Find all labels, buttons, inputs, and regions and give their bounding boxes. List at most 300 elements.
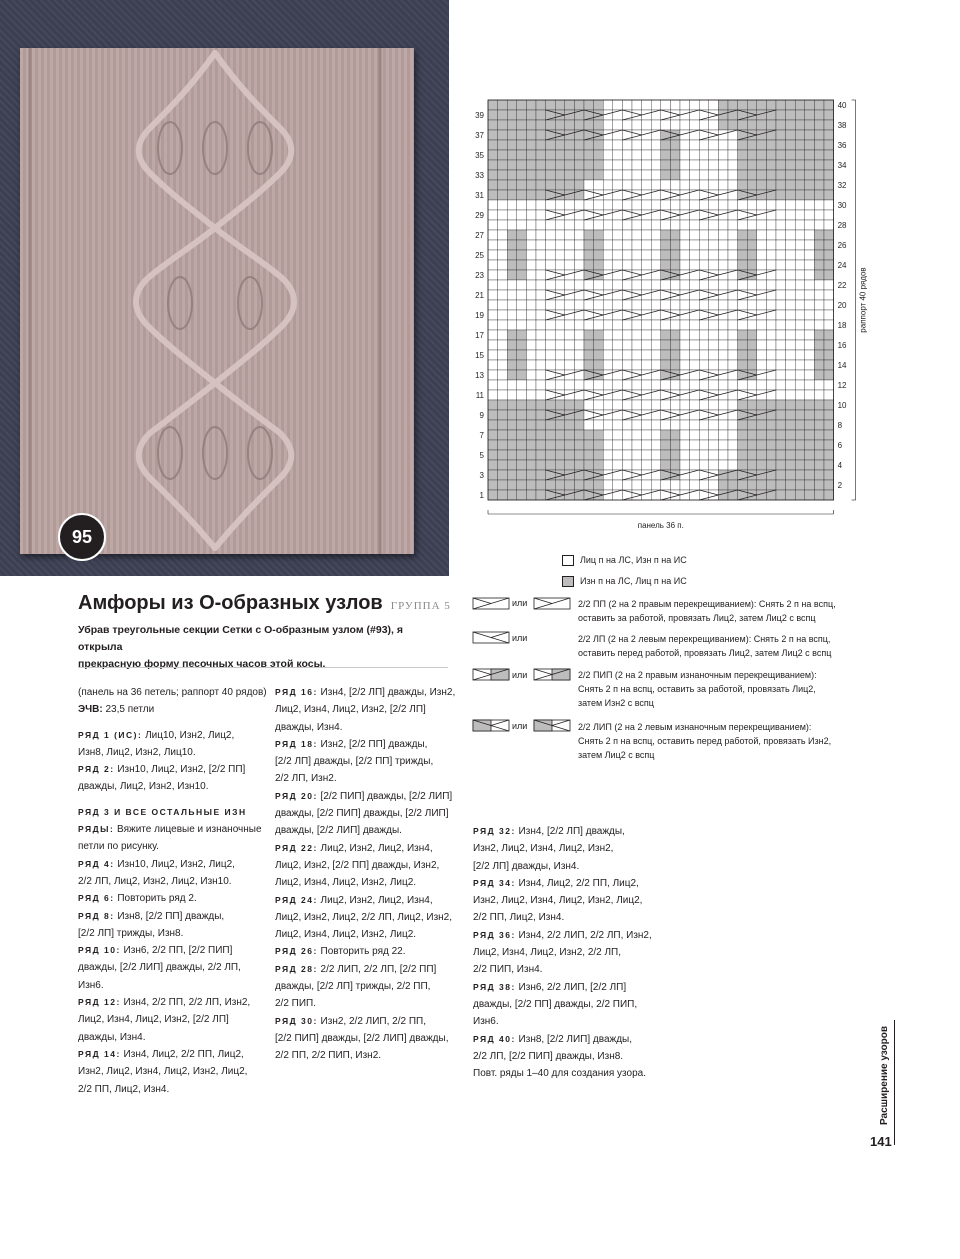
chart-cell: [517, 270, 527, 280]
chart-cell: [555, 190, 565, 200]
chart-cell: [699, 340, 709, 350]
chart-cell: [498, 100, 508, 110]
chart-cell: [766, 260, 776, 270]
chart-cell: [728, 320, 738, 330]
chart-cell: [814, 140, 824, 150]
chart-cell: [622, 330, 632, 340]
chart-cell: [632, 400, 642, 410]
chart-cell: [565, 160, 575, 170]
row-22: РЯД 22: Лиц2, Изн2, Лиц2, Изн4,: [275, 842, 433, 854]
row-28: РЯД 28: 2/2 ЛИП, 2/2 ЛП, [2/2 ПП]: [275, 963, 437, 975]
chart-cell: [805, 260, 815, 270]
chart-cell: [594, 190, 604, 200]
chart-cell: [642, 330, 652, 340]
chart-cell: [555, 330, 565, 340]
chart-cell: [670, 170, 680, 180]
chart-cell: [709, 180, 719, 190]
chart-cell: [507, 150, 517, 160]
row-number-right: 4: [837, 461, 843, 470]
chart-cell: [661, 330, 671, 340]
chart-cell: [824, 250, 834, 260]
chart-cell: [718, 110, 728, 120]
chart-cell: [622, 150, 632, 160]
chart-cell: [517, 150, 527, 160]
chart-cell: [747, 490, 757, 500]
chart-cell: [747, 400, 757, 410]
chart-cell: [738, 380, 748, 390]
chart-cell: [680, 290, 690, 300]
chart-cell: [670, 110, 680, 120]
chart-cell: [488, 470, 498, 480]
chart-cell: [814, 110, 824, 120]
chart-cell: [690, 330, 700, 340]
chart-cell: [786, 490, 796, 500]
chart-cell: [786, 400, 796, 410]
chart-cell: [594, 170, 604, 180]
chart-cell: [594, 140, 604, 150]
chart-cell: [546, 240, 556, 250]
chart-cell: [507, 140, 517, 150]
chart-cell: [632, 230, 642, 240]
chart-cell: [776, 340, 786, 350]
chart-cell: [709, 460, 719, 470]
chart-cell: [766, 100, 776, 110]
chart-cell: [536, 420, 546, 430]
chart-cell: [546, 160, 556, 170]
chart-cell: [709, 320, 719, 330]
chart-cell: [814, 400, 824, 410]
chart-cell: [594, 470, 604, 480]
chart-cell: [632, 130, 642, 140]
chart-cell: [709, 410, 719, 420]
chart-cell: [757, 110, 767, 120]
chart-cell: [574, 360, 584, 370]
instructions-col-3: РЯД 32: Изн4, [2/2 ЛП] дважды, Изн2, Лиц2, Изн4, Лиц2, Изн2, [2/2 ЛП] дважды, Изн4. РЯД 34: Изн4, Лиц2, 2/2 ПП, Лиц2, Изн2, Лиц2, Изн4, Лиц2, Изн2, Лиц2, 2/2 ПП, Лиц2, Изн4. РЯД 36: Изн4, 2/2 ЛИП, 2/2 ЛП, Изн2, Лиц2, Изн4, Лиц2, Изн2, 2/2 ЛП, 2/2 ПИП, Изн4. РЯД 38: Изн6, 2/2 ЛИП, [2/2 ЛП] дважды, [2/2 ПП] дважды, 2/2 ПИП, Изн6. РЯД 40: Изн8, [2/2 ЛИП] дважды, 2/2 ЛП, [2/2 ПИП] дважды, Изн8. Повт. ряды 1–40 для создания узора.: [473, 823, 673, 1082]
chart-cell: [757, 290, 767, 300]
chart-cell: [814, 290, 824, 300]
chart-cell: [786, 280, 796, 290]
chart-cell: [795, 110, 805, 120]
legend-c2: 2/2 ЛП (2 на 2 левым перекрещиванием): Снять 2 п на вспц, оставить перед работой, провязать Лиц2, затем Лиц2 с вспц: [578, 634, 832, 658]
or-label: или: [512, 670, 528, 680]
chart-cell: [709, 190, 719, 200]
chart-cell: [517, 430, 527, 440]
chart-cell: [517, 140, 527, 150]
chart-cell: [738, 160, 748, 170]
chart-cell: [757, 400, 767, 410]
chart-cell: [651, 250, 661, 260]
chart-cell: [709, 120, 719, 130]
chart-cell: [757, 170, 767, 180]
chart-cell: [536, 450, 546, 460]
chart-cell: [814, 470, 824, 480]
chart-cell: [805, 430, 815, 440]
chart-cell: [565, 390, 575, 400]
chart-cell: [613, 160, 623, 170]
chart-cell: [642, 200, 652, 210]
chart-cell: [642, 100, 652, 110]
chart-cell: [680, 440, 690, 450]
chart-cell: [766, 300, 776, 310]
chart-cell: [728, 400, 738, 410]
chart-cell: [824, 300, 834, 310]
chart-cell: [632, 450, 642, 460]
chart-cell: [680, 260, 690, 270]
chart-cell: [670, 360, 680, 370]
chart-cell: [814, 360, 824, 370]
chart-cell: [757, 420, 767, 430]
chart-cell: [546, 460, 556, 470]
chart-cell: [718, 100, 728, 110]
chart-cell: [824, 310, 834, 320]
chart-cell: [555, 280, 565, 290]
chart-cell: [498, 140, 508, 150]
chart-cell: [565, 230, 575, 240]
row-number-left: 11: [475, 391, 484, 400]
chart-cell: [526, 490, 536, 500]
chart-cell: [565, 420, 575, 430]
chart-cell: [795, 410, 805, 420]
chart-cell: [536, 330, 546, 340]
chart-cell: [594, 300, 604, 310]
chart-cell: [594, 320, 604, 330]
chart-cell: [699, 100, 709, 110]
chart-cell: [709, 260, 719, 270]
chart-cell: [498, 170, 508, 180]
chart-cell: [795, 360, 805, 370]
chart-cell: [680, 110, 690, 120]
chart-cell: [584, 120, 594, 130]
chart-cell: [603, 240, 613, 250]
chart-cell: [824, 280, 834, 290]
chart-cell: [517, 190, 527, 200]
chart-cell: [603, 400, 613, 410]
chart-cell: [574, 120, 584, 130]
chart-cell: [709, 100, 719, 110]
chart-cell: [709, 450, 719, 460]
chart-cell: [546, 300, 556, 310]
chart-cell: [680, 220, 690, 230]
chart-cell: [805, 190, 815, 200]
chart-cell: [795, 440, 805, 450]
chart-cell: [488, 230, 498, 240]
chart-cell: [517, 220, 527, 230]
chart-cell: [814, 310, 824, 320]
chart-cell: [786, 160, 796, 170]
chart-cell: [699, 120, 709, 130]
chart-cell: [699, 320, 709, 330]
row-1: РЯД 1 (ИС): Лиц10, Изн2, Лиц2,: [78, 729, 235, 741]
chart-cell: [680, 400, 690, 410]
chart-cell: [795, 350, 805, 360]
chart-cell: [814, 170, 824, 180]
chart-cell: [824, 260, 834, 270]
chart-cell: [507, 270, 517, 280]
chart-cell: [565, 220, 575, 230]
chart-cell: [574, 380, 584, 390]
chart-cell: [728, 230, 738, 240]
row-number-left: 33: [475, 171, 484, 180]
chart-cell: [738, 360, 748, 370]
chart-cell: [651, 350, 661, 360]
chart-cell: [632, 380, 642, 390]
row-3: РЯДЫ: Вяжите лицевые и изнаночные: [78, 824, 262, 836]
chart-cell: [699, 240, 709, 250]
chart-cell: [594, 230, 604, 240]
row-4: РЯД 4: Изн10, Лиц2, Изн2, Лиц2,: [78, 858, 235, 870]
chart-cell: [690, 230, 700, 240]
row-24: РЯД 24: Лиц2, Изн2, Лиц2, Изн4,: [275, 894, 433, 906]
chart-cell: [805, 300, 815, 310]
chart-cell: [728, 260, 738, 270]
chart-cell: [603, 220, 613, 230]
chart-cell: [766, 340, 776, 350]
chart-cell: [824, 120, 834, 130]
row-30: РЯД 30: Изн2, 2/2 ЛИП, 2/2 ПП,: [275, 1015, 426, 1027]
chart-cell: [680, 410, 690, 420]
chart-cell: [613, 100, 623, 110]
chart-cell: [728, 150, 738, 160]
chart-cell: [786, 130, 796, 140]
chart-cell: [680, 140, 690, 150]
chart-cell: [488, 410, 498, 420]
chart-cell: [603, 320, 613, 330]
chart-cell: [690, 280, 700, 290]
row-number-left: 1: [479, 491, 484, 500]
chart-cell: [776, 380, 786, 390]
chart-cell: [747, 250, 757, 260]
chart-cell: [536, 490, 546, 500]
chart-cell: [805, 140, 815, 150]
chart-cell: [747, 180, 757, 190]
chart-cell: [507, 100, 517, 110]
chart-cell: [642, 280, 652, 290]
chart-cell: [786, 290, 796, 300]
chart-cell: [718, 430, 728, 440]
chart-cell: [718, 280, 728, 290]
chart-cell: [766, 320, 776, 330]
chart-cell: [488, 200, 498, 210]
chart-cell: [536, 320, 546, 330]
chart-cell: [766, 280, 776, 290]
chart-cell: [603, 430, 613, 440]
chart-cell: [786, 250, 796, 260]
chart-cell: [574, 180, 584, 190]
chart-cell: [507, 250, 517, 260]
chart-cell: [805, 290, 815, 300]
chart-cell: [757, 230, 767, 240]
chart-cell: [642, 210, 652, 220]
chart-cell: [747, 450, 757, 460]
chart-cell: [776, 390, 786, 400]
chart-cell: [709, 220, 719, 230]
chart-cell: [651, 260, 661, 270]
chart-cell: [555, 490, 565, 500]
row-number-right: 18: [837, 321, 847, 330]
chart-cell: [670, 300, 680, 310]
chart-cell: [651, 170, 661, 180]
chart-cell: [622, 460, 632, 470]
chart-cell: [555, 250, 565, 260]
chart-cell: [757, 140, 767, 150]
chart-cell: [488, 300, 498, 310]
chart-cell: [488, 260, 498, 270]
row-2: РЯД 2: Изн10, Лиц2, Изн2, [2/2 ПП]: [78, 764, 246, 776]
chart-cell: [814, 340, 824, 350]
chart-cell: [766, 430, 776, 440]
row-number-right: 38: [837, 121, 847, 130]
chart-cell: [613, 480, 623, 490]
chart-cell: [574, 100, 584, 110]
chart-cell: [574, 170, 584, 180]
chart-cell: [651, 160, 661, 170]
chart-cell: [517, 170, 527, 180]
chart-cell: [651, 460, 661, 470]
chart-cell: [776, 100, 786, 110]
chart-cell: [613, 340, 623, 350]
chart-cell: [795, 190, 805, 200]
chart-cell: [814, 480, 824, 490]
chart-cell: [565, 250, 575, 260]
chart-cell: [565, 380, 575, 390]
chart-cell: [622, 420, 632, 430]
chart-cell: [795, 210, 805, 220]
chart-cell: [574, 440, 584, 450]
chart-cell: [526, 390, 536, 400]
chart-cell: [747, 480, 757, 490]
chart-cell: [795, 140, 805, 150]
chart-cell: [594, 400, 604, 410]
chart-cell: [594, 380, 604, 390]
chart-cell: [517, 260, 527, 270]
chart-cell: [747, 310, 757, 320]
chart-cell: [594, 350, 604, 360]
chart-cell: [690, 240, 700, 250]
chart-cell: [757, 490, 767, 500]
chart-cell: [546, 100, 556, 110]
chart-cell: [814, 270, 824, 280]
chart-cell: [699, 440, 709, 450]
chart-cell: [632, 270, 642, 280]
chart-cell: [642, 120, 652, 130]
chart-cell: [728, 330, 738, 340]
chart-cell: [670, 180, 680, 190]
chart-cell: [776, 110, 786, 120]
chart-cell: [488, 250, 498, 260]
chart-cell: [507, 200, 517, 210]
chart-cell: [565, 330, 575, 340]
cable-pattern-illustration: [20, 48, 414, 554]
chart-cell: [786, 270, 796, 280]
chart-cell: [805, 210, 815, 220]
chart-cell: [709, 330, 719, 340]
chart-cell: [526, 440, 536, 450]
chart-cell: [622, 120, 632, 130]
chart-cell: [757, 470, 767, 480]
chart-cell: [766, 460, 776, 470]
chart-cell: [690, 220, 700, 230]
chart-cell: [718, 260, 728, 270]
chart-cell: [670, 250, 680, 260]
chart-cell: [824, 360, 834, 370]
chart-cell: [632, 190, 642, 200]
chart-cell: [603, 440, 613, 450]
chart-cell: [555, 350, 565, 360]
chart-cell: [757, 150, 767, 160]
chart-cell: [526, 430, 536, 440]
chart-cell: [613, 240, 623, 250]
chart-cell: [738, 300, 748, 310]
chart-cell: [613, 400, 623, 410]
chart-cell: [795, 470, 805, 480]
chart-cell: [498, 220, 508, 230]
chart-cell: [766, 200, 776, 210]
chart-cell: [642, 220, 652, 230]
chart-cell: [795, 160, 805, 170]
chart-cell: [795, 400, 805, 410]
chart-cell: [795, 460, 805, 470]
chart-cell: [709, 290, 719, 300]
chart-cell: [507, 330, 517, 340]
chart-cell: [718, 490, 728, 500]
chart-cell: [546, 480, 556, 490]
chart-cell: [757, 320, 767, 330]
chart-cell: [546, 150, 556, 160]
chart-cell: [536, 140, 546, 150]
chart-cell: [766, 380, 776, 390]
row-10: РЯД 10: Изн6, 2/2 ПП, [2/2 ПИП]: [78, 945, 233, 957]
chart-cell: [795, 180, 805, 190]
chart-cell: [747, 300, 757, 310]
chart-cell: [795, 310, 805, 320]
chart-cell: [622, 280, 632, 290]
chart-cell: [632, 220, 642, 230]
chart-cell: [603, 250, 613, 260]
chart-cell: [757, 430, 767, 440]
chart-cell: [824, 430, 834, 440]
chart-cell: [507, 240, 517, 250]
chart-cell: [603, 180, 613, 190]
chart-cell: [488, 170, 498, 180]
chart-cell: [632, 180, 642, 190]
chart-cell: [526, 260, 536, 270]
chart-cell: [536, 280, 546, 290]
chart-cell: [536, 100, 546, 110]
chart-cell: [642, 270, 652, 280]
row-number-right: 26: [837, 241, 847, 250]
chart-cell: [786, 110, 796, 120]
chart-cell: [680, 120, 690, 130]
chart-cell: [824, 140, 834, 150]
row-number-right: 36: [837, 141, 847, 150]
chart-cell: [814, 450, 824, 460]
chart-cell: [526, 460, 536, 470]
chart-cell: [766, 250, 776, 260]
chart-cell: [661, 280, 671, 290]
chart-cell: [536, 290, 546, 300]
chart-cell: [507, 440, 517, 450]
chart-cell: [526, 240, 536, 250]
chart-cell: [661, 160, 671, 170]
chart-cell: [498, 230, 508, 240]
pattern-number-badge: 95: [58, 513, 106, 561]
chart-cell: [488, 290, 498, 300]
chart-cell: [805, 310, 815, 320]
chart-cell: [603, 150, 613, 160]
chart-cell: [498, 480, 508, 490]
row-number-right: 10: [837, 401, 847, 410]
chart-cell: [622, 440, 632, 450]
